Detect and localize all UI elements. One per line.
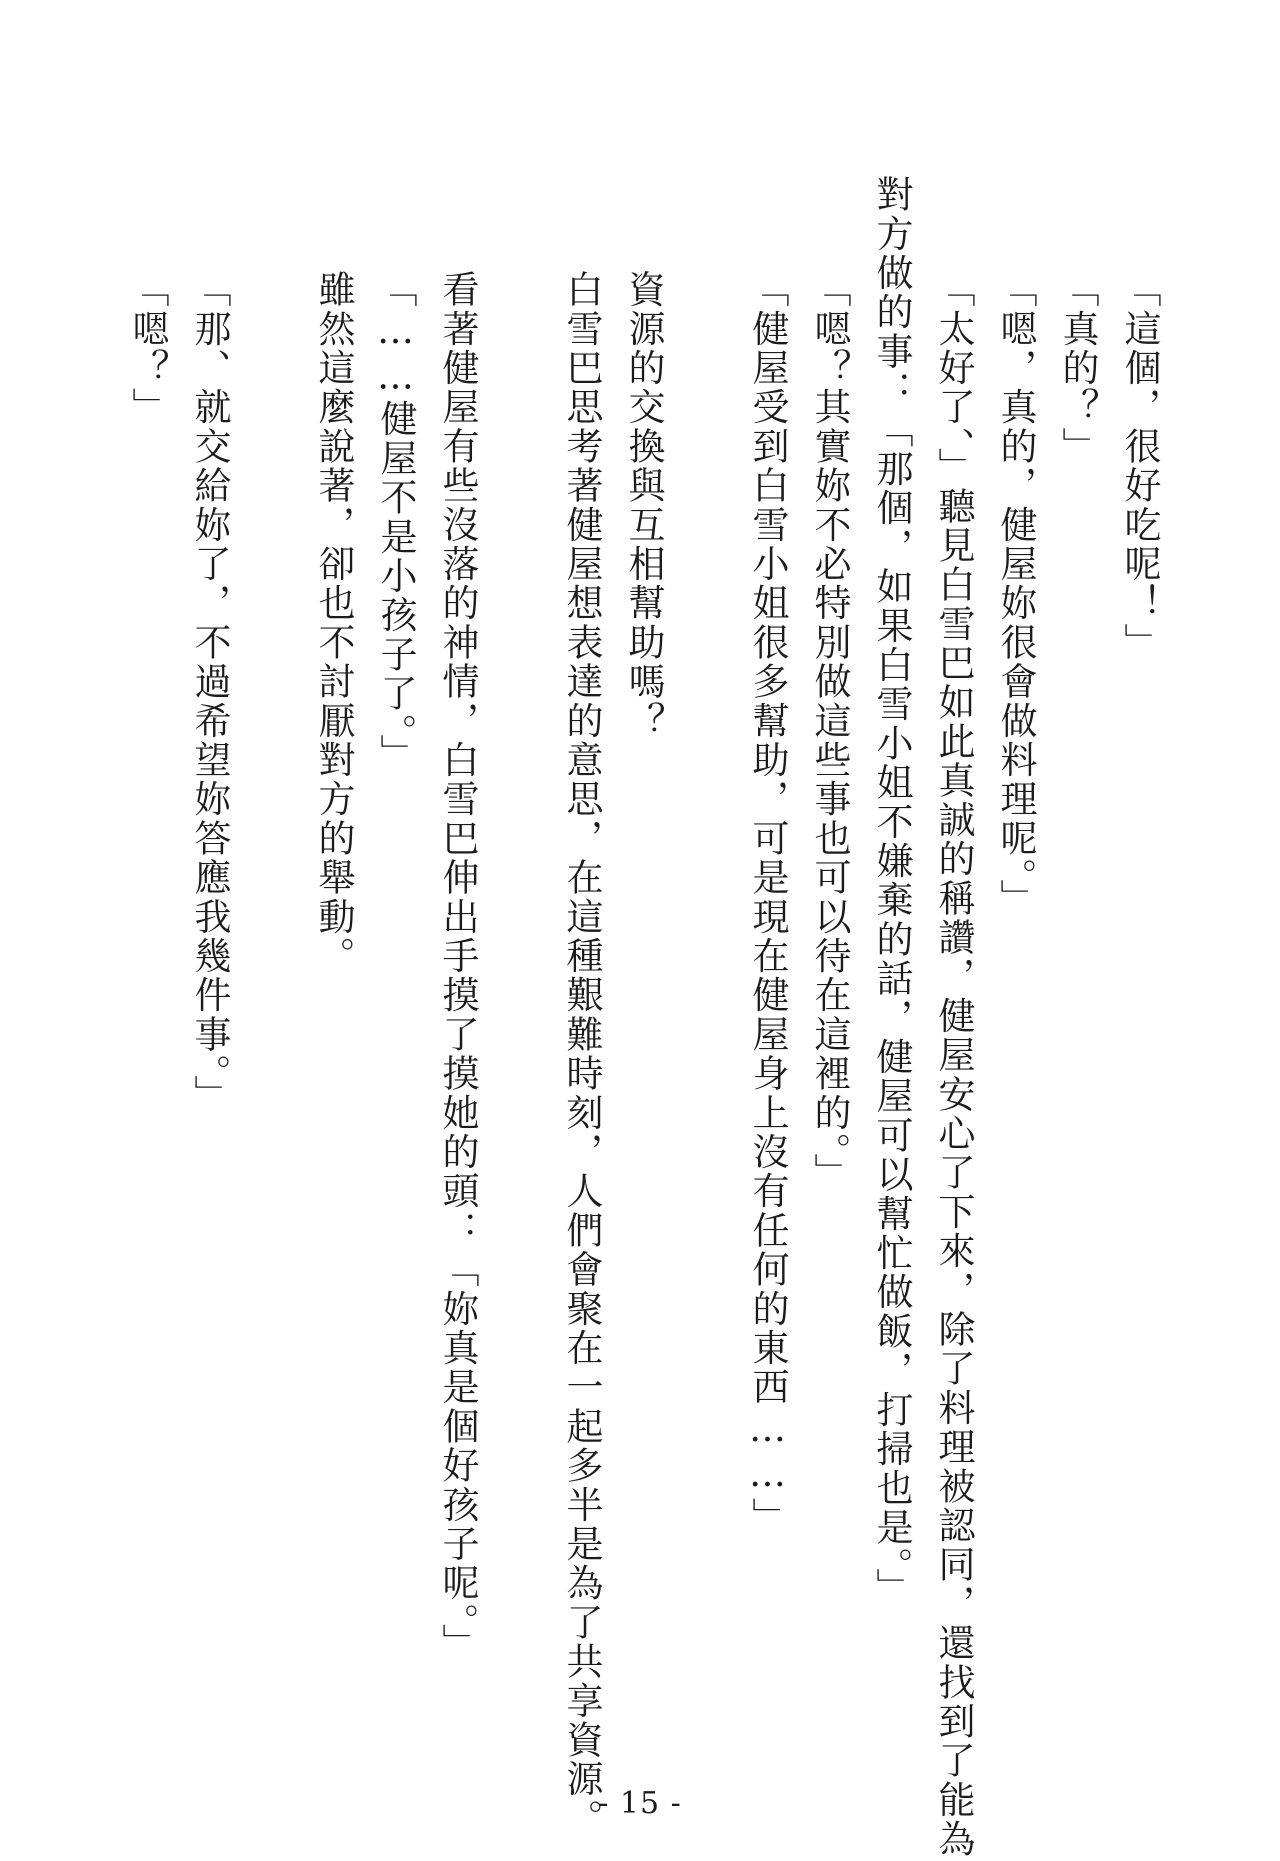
- text-line: 「……健屋不是小孩子了。」: [374, 270, 417, 774]
- text-line: 「那、就交給妳了，不過希望妳答應我幾件事。」: [188, 270, 231, 1114]
- text-line: 「嗯，真的，健屋妳很會做料理呢。」: [994, 270, 1037, 918]
- text-line: 「這個，很好吃呢！」: [1118, 270, 1161, 662]
- text-line: 「嗯？其實妳不必特別做這些事也可以待在這裡的。」: [808, 270, 851, 1193]
- text-line: 「嗯？」: [126, 270, 169, 427]
- text-line: 對方做的事：「那個，如果白雪小姐不嫌棄的話，健屋可以幫忙做飯，打掃也是。」: [870, 175, 913, 1607]
- text-line: 「真的？」: [1056, 270, 1099, 466]
- page-number: - 15 -: [598, 1786, 682, 1821]
- text-line: 白雪巴思考著健屋想表達的意思，在這種艱難時刻，人們會聚在一起多半是為了共享資源。: [560, 270, 603, 1838]
- text-line: 雖然這麼說著，卻也不討厭對方的舉動。: [312, 270, 355, 976]
- text-line: 看著健屋有些沒落的神情，白雪巴伸出手摸了摸她的頭：「妳真是個好孩子呢。」: [436, 270, 479, 1663]
- text-line: 資源的交換與互相幫助嗎？: [622, 270, 665, 741]
- text-line: 「健屋受到白雪小姐很多幫助，可是現在健屋身上沒有任何的東西……」: [746, 270, 789, 1537]
- text-line: 「太好了、」聽見白雪巴如此真誠的稱讚，健屋安心了下來，除了料理被認同，還找到了能為: [932, 270, 975, 1859]
